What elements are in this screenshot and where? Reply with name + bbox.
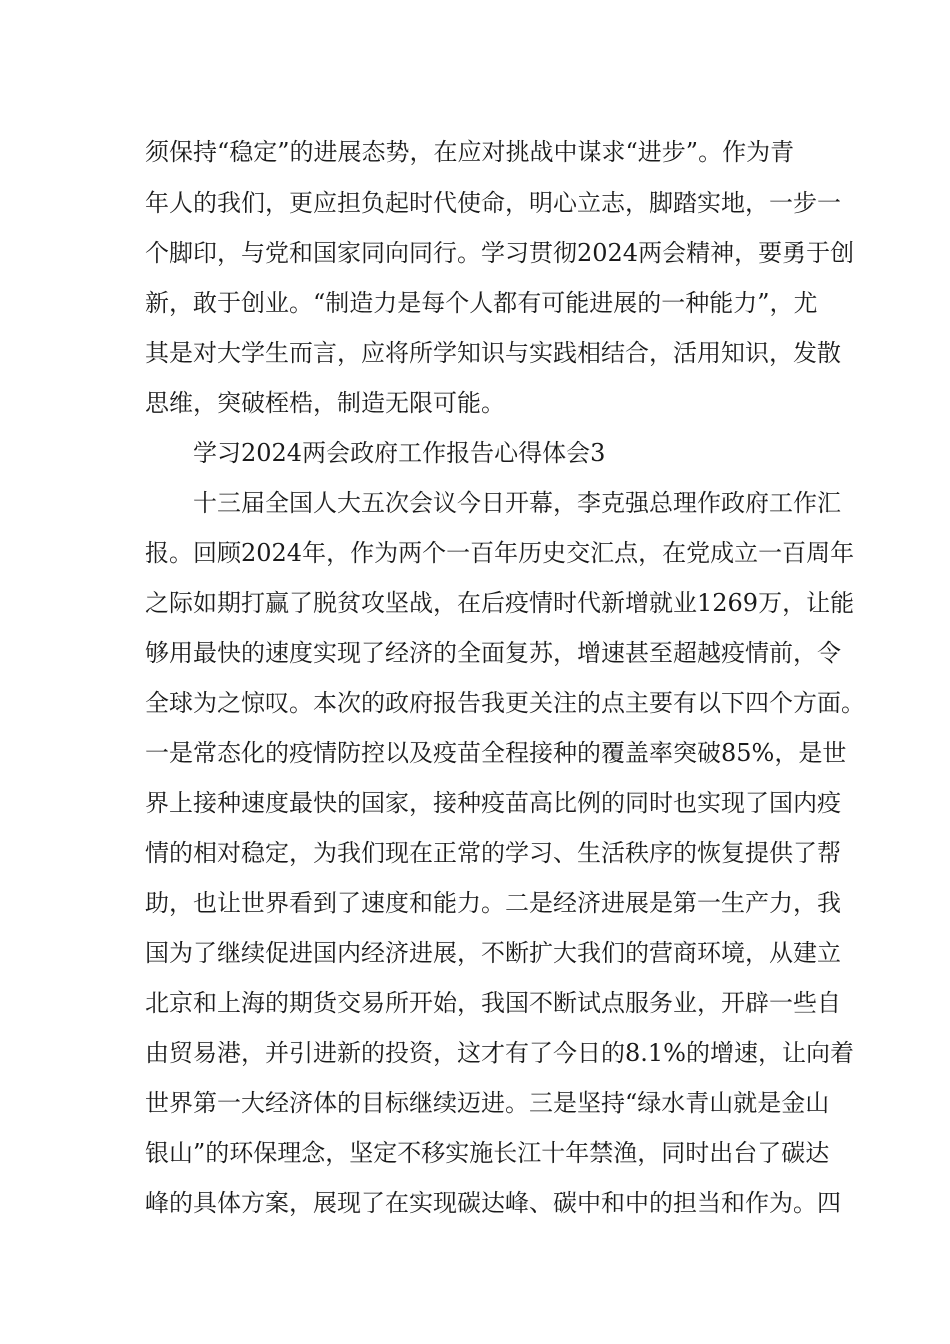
paragraph-line: 个脚印，与党和国家同向同行。学习贯彻2024两会精神，要勇于创 (145, 239, 855, 267)
paragraph-line: 国为了继续促进国内经济进展，不断扩大我们的营商环境，从建立 (145, 939, 841, 967)
paragraph-line: 年人的我们，更应担负起时代使命，明心立志，脚踏实地，一步一 (145, 189, 841, 217)
paragraph-line: 界上接种速度最快的国家，接种疫苗高比例的同时也实现了国内疫 (145, 789, 841, 817)
paragraph-line: 北京和上海的期货交易所开始，我国不断试点服务业，开辟一些自 (145, 989, 841, 1017)
paragraph-line: 情的相对稳定，为我们现在正常的学习、生活秩序的恢复提供了帮 (145, 839, 841, 867)
paragraph-line: 一是常态化的疫情防控以及疫苗全程接种的覆盖率突破85%，是世 (145, 739, 847, 767)
paragraph-line: 峰的具体方案，展现了在实现碳达峰、碳中和中的担当和作为。四 (145, 1189, 841, 1217)
paragraph-line: 其是对大学生而言，应将所学知识与实践相结合，活用知识，发散 (145, 339, 841, 367)
section-heading: 学习2024两会政府工作报告心得体会3 (193, 439, 606, 467)
paragraph-line: 思维，突破桎梏，制造无限可能。 (145, 389, 505, 417)
paragraph-line: 世界第一大经济体的目标继续迈进。三是坚持“绿水青山就是金山 (145, 1089, 830, 1117)
paragraph-line: 新，敢于创业。“制造力是每个人都有可能进展的一种能力”，尤 (145, 289, 818, 317)
paragraph-line: 银山”的环保理念，坚定不移实施长江十年禁渔，同时出台了碳达 (145, 1139, 830, 1167)
paragraph-line: 报。回顾2024年，作为两个一百年历史交汇点，在党成立一百周年 (145, 539, 855, 567)
paragraph-line: 之际如期打赢了脱贫攻坚战，在后疫情时代新增就业1269万，让能 (145, 589, 855, 617)
paragraph-line: 十三届全国人大五次会议今日开幕，李克强总理作政府工作汇 (193, 489, 841, 517)
paragraph-line: 全球为之惊叹。本次的政府报告我更关注的点主要有以下四个方面。 (145, 689, 865, 717)
paragraph-line: 须保持“稳定”的进展态势，在应对挑战中谋求“进步”。作为青 (145, 138, 795, 166)
paragraph-line: 够用最快的速度实现了经济的全面复苏，增速甚至超越疫情前，令 (145, 639, 841, 667)
paragraph-line: 助，也让世界看到了速度和能力。二是经济进展是第一生产力，我 (145, 889, 841, 917)
paragraph-line: 由贸易港，并引进新的投资，这才有了今日的8.1%的增速，让向着 (145, 1039, 854, 1067)
